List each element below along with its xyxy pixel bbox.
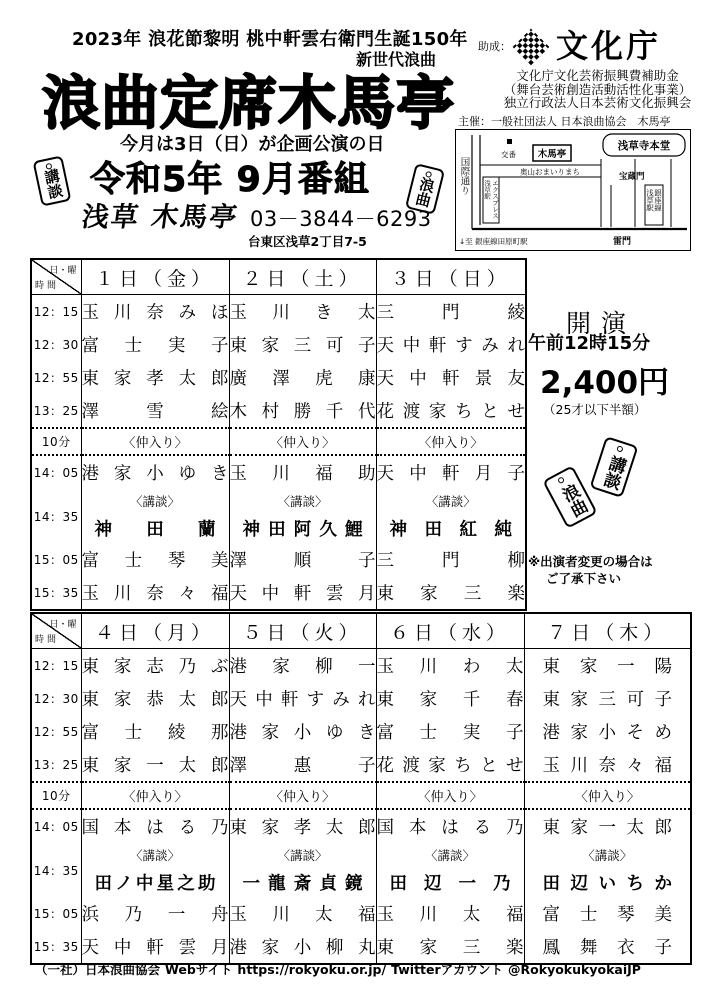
footer-twitter-label: Twitterアカウント <box>391 962 504 977</box>
program-title: 令和5年 9月番組 <box>90 160 370 200</box>
koudan-performer: 神田阿久鯉 <box>242 519 363 540</box>
curtain-label: 開演 <box>566 309 637 338</box>
koudan-cell <box>376 489 526 543</box>
koudan-label: 〈講談〉 <box>277 493 328 509</box>
time-cell: 14：35 <box>31 843 81 897</box>
map-label-okuyama: 奥山おまいりまち <box>520 167 580 177</box>
grant-label: 助成： <box>478 40 511 53</box>
time-slot-row <box>31 782 691 809</box>
performer-cell: 東家千春 <box>376 682 524 715</box>
performer-cell: 玉川奈みほ <box>81 295 229 329</box>
schedule-table-week-2 <box>30 612 692 965</box>
map-label-hozomon: 宝蔵門 <box>619 172 645 182</box>
performer-cell: 玉川わ太 <box>376 649 524 683</box>
time-slot-row <box>31 682 691 715</box>
tag-label: 講談 <box>41 167 66 201</box>
performer-cell: 廣澤虎康 <box>229 361 376 394</box>
corner-cell <box>31 259 81 295</box>
map-label-mokubatei: 木馬亭 <box>537 149 567 160</box>
sponsor-line: （舞台芸術創造活動活性化事業） <box>503 81 692 97</box>
sponsor-lines <box>500 69 695 110</box>
tag-label: 講談 <box>598 452 628 492</box>
day-header: ６日（水） <box>376 613 524 649</box>
performer-cell: 玉川福助 <box>229 455 376 489</box>
performer-cell: 天中軒すみれ <box>229 682 376 715</box>
time-cell: 10分 <box>31 428 81 455</box>
organizer-line: 主催：一般社団法人 日本浪曲協会 木馬亭 <box>458 115 671 128</box>
notice-line: ご了承下さい <box>546 571 622 586</box>
performer-cell: 玉川き太 <box>229 295 376 329</box>
sponsor-line: 独立行政法人日本芸術文化振興会 <box>503 95 692 110</box>
time-cell: 15：05 <box>31 543 81 576</box>
performer-cell: 港家小ゆき <box>81 455 229 489</box>
koudan-label: 〈講談〉 <box>424 847 475 863</box>
schedule-body <box>31 259 526 610</box>
koudan-performer: 田辺いちか <box>542 873 672 894</box>
performer-cell: 富士琴美 <box>524 897 691 930</box>
koudan-cell <box>229 843 376 897</box>
performer-cell: 東家三可子 <box>229 328 376 361</box>
footer-web-url: https://rokyoku.or.jp/ <box>237 962 387 977</box>
performer-cell: 玉川奈々福 <box>524 748 691 782</box>
performer-cell: 港家小柳丸 <box>229 930 376 964</box>
phone-number: 03－3844－6293 <box>250 207 432 231</box>
koudan-performer: 神田蘭 <box>94 519 216 540</box>
time-slot-row <box>31 930 691 964</box>
subtitle: 新世代浪曲 <box>356 50 437 69</box>
rokyoku-tag-badge <box>542 465 597 529</box>
day-header: ７日（木） <box>524 613 691 649</box>
performer-cell: 東家志乃ぶ <box>81 649 229 683</box>
time-cell: 12：55 <box>31 361 81 394</box>
time-cell: 15：35 <box>31 576 81 610</box>
performer-cell: 澤順子 <box>229 543 376 576</box>
map-label-kokusai-dori: 国際通り <box>458 157 470 195</box>
performer-cell: 東家一太郎 <box>81 748 229 782</box>
venue-name: 浅草 木馬亭 <box>79 202 241 233</box>
time-slot-row <box>31 361 526 394</box>
performer-cell: 天中軒雲月 <box>229 576 376 610</box>
schedule-header-row <box>31 613 691 649</box>
day-header: １日（金） <box>81 259 229 295</box>
map-label-tawaramachi: ↓至 銀座線田原町駅 <box>459 237 528 246</box>
koudan-performer: 一龍斎貞鏡 <box>242 873 363 894</box>
time-slot-row <box>31 897 691 930</box>
koudan-label: 〈講談〉 <box>425 493 476 509</box>
performer-cell: 澤雪絵 <box>81 394 229 428</box>
map-label-hondo: 浅草寺本堂 <box>617 140 671 152</box>
time-slot-row <box>31 328 526 361</box>
access-map <box>455 129 691 251</box>
footer-twitter-handle: @RokyokukyokaiJP <box>508 962 641 977</box>
special-day-notice: 今月は3日（日）が企画公演の日 <box>120 134 385 155</box>
koudan-label: 〈講談〉 <box>277 847 328 863</box>
time-cell: 14：05 <box>31 455 81 489</box>
bunkacho-logo-text: 文化庁 <box>556 27 662 65</box>
performer-cell: 天中軒景友 <box>376 361 526 394</box>
time-cell: 14：35 <box>31 489 81 543</box>
performer-cell: 国本はる乃 <box>81 809 229 843</box>
koudan-cell <box>81 843 229 897</box>
bunkacho-checker-logo-icon <box>512 28 550 66</box>
ticket-price: 2,400円 <box>540 365 670 401</box>
performer-cell: 東家一太郎 <box>524 809 691 843</box>
map-label-express-2: 浅草駅 <box>483 180 491 200</box>
performer-cell: 玉川太福 <box>376 897 524 930</box>
performer-cell: 東家孝太郎 <box>81 361 229 394</box>
koudan-label: 〈講談〉 <box>129 493 180 509</box>
performer-cell: 富士実子 <box>81 328 229 361</box>
sponsor-line: 文化庁文化芸術振興費補助金 <box>516 68 679 83</box>
time-cell: 12：15 <box>31 649 81 683</box>
day-header: ５日（火） <box>229 613 376 649</box>
time-slot-row <box>31 295 526 329</box>
performer-cell: 富士綾那 <box>81 715 229 748</box>
performer-cell: 三門柳 <box>376 543 526 576</box>
map-label-ginza-2: 浅草駅 <box>645 189 655 212</box>
corner-time-label: 時間 <box>35 635 60 645</box>
koudan-label: 〈講談〉 <box>582 847 633 863</box>
koudan-performer: 田ノ中星之助 <box>94 873 216 894</box>
time-slot-row <box>31 576 526 610</box>
map-label-ginza-1: 銀座線 <box>653 189 663 212</box>
cast-change-notice <box>528 553 653 587</box>
time-cell: 14：05 <box>31 809 81 843</box>
time-slot-row <box>31 715 691 748</box>
police-box-icon <box>507 139 512 144</box>
performer-cell: 東家孝太郎 <box>229 809 376 843</box>
notice-line: ※出演者変更の場合は <box>528 554 653 569</box>
time-slot-row <box>31 649 691 683</box>
performer-cell: 玉川奈々福 <box>81 576 229 610</box>
time-slot-row <box>31 543 526 576</box>
koudan-performer: 田辺一乃 <box>389 873 511 894</box>
intermission-cell: 〈仲入り〉 <box>376 428 526 455</box>
koudan-tag-badge <box>33 155 72 206</box>
time-slot-row <box>31 394 526 428</box>
time-cell: 12：15 <box>31 295 81 329</box>
tag-label: 浪曲 <box>412 175 438 209</box>
performer-cell: 富士琴美 <box>81 543 229 576</box>
performer-cell: 天中軒月子 <box>376 455 526 489</box>
intermission-cell: 〈仲入り〉 <box>376 782 524 809</box>
intermission-cell: 〈仲入り〉 <box>81 428 229 455</box>
footer <box>35 964 646 977</box>
performer-cell: 天中軒すみれ <box>376 328 526 361</box>
schedule-header-row <box>31 259 526 295</box>
performer-cell: 国本はる乃 <box>376 809 524 843</box>
tag-hole-icon <box>425 171 432 178</box>
performer-cell: 花渡家ちとせ <box>376 748 524 782</box>
time-cell: 12：30 <box>31 682 81 715</box>
intermission-cell: 〈仲入り〉 <box>524 782 691 809</box>
intermission-cell: 〈仲入り〉 <box>229 428 376 455</box>
performer-cell: 東家一陽 <box>524 649 691 683</box>
performer-cell: 木村勝千代 <box>229 394 376 428</box>
performer-cell: 東家三楽 <box>376 576 526 610</box>
performer-cell: 三門綾 <box>376 295 526 329</box>
time-slot-row <box>31 748 691 782</box>
time-cell: 15：05 <box>31 897 81 930</box>
performer-cell: 鳳舞衣子 <box>524 930 691 964</box>
performer-cell: 富士実子 <box>376 715 524 748</box>
performer-cell: 東家三可子 <box>524 682 691 715</box>
corner-day-label: 日・曜 <box>49 620 77 630</box>
time-cell: 15：35 <box>31 930 81 964</box>
curtain-time: 午前12時15分 <box>528 333 651 354</box>
performer-cell: 天中軒雲月 <box>81 930 229 964</box>
time-cell: 13：25 <box>31 394 81 428</box>
time-slot-row <box>31 843 691 897</box>
performer-cell: 浜乃一舟 <box>81 897 229 930</box>
koudan-label: 〈講談〉 <box>129 847 180 863</box>
performer-cell: 玉川太福 <box>229 897 376 930</box>
anniversary-line: 2023年 浪花節黎明 桃中軒雲右衛門生誕150年 <box>72 29 468 50</box>
main-title: 浪曲定席木馬亭 <box>42 69 456 137</box>
day-header: ３日（日） <box>376 259 526 295</box>
footer-org: （一社）日本浪曲協会 <box>35 962 161 977</box>
time-cell: 13：25 <box>31 748 81 782</box>
koudan-performer: 神田紅純 <box>389 519 512 540</box>
performer-cell: 港家小そめ <box>524 715 691 748</box>
map-label-koban: 交番 <box>501 150 516 159</box>
map-label-kaminarimon: 雷門 <box>613 237 632 247</box>
koudan-cell <box>524 843 691 897</box>
corner-day-label: 日・曜 <box>49 266 77 276</box>
performer-cell: 花渡家ちとせ <box>376 394 526 428</box>
corner-cell <box>31 613 81 649</box>
schedule-body <box>31 613 691 964</box>
performer-cell: 澤惠子 <box>229 748 376 782</box>
day-header: ２日（土） <box>229 259 376 295</box>
koudan-cell <box>229 489 376 543</box>
time-cell: 10分 <box>31 782 81 809</box>
tag-label: 浪曲 <box>555 481 590 521</box>
time-cell: 12：30 <box>31 328 81 361</box>
map-label-express-1: エクスプレス <box>491 180 499 219</box>
footer-web-label: Webサイト <box>165 962 233 977</box>
time-slot-row <box>31 428 526 455</box>
day-header: ４日（月） <box>81 613 229 649</box>
performer-cell: 東家三楽 <box>376 930 524 964</box>
koudan-tag-badge <box>589 436 638 498</box>
performer-cell: 港家小ゆき <box>229 715 376 748</box>
time-cell: 12：55 <box>31 715 81 748</box>
schedule-table-week-1 <box>30 258 527 611</box>
performer-cell: 港家柳一 <box>229 649 376 683</box>
koudan-cell <box>81 489 229 543</box>
intermission-cell: 〈仲入り〉 <box>81 782 229 809</box>
time-slot-row <box>31 455 526 489</box>
corner-time-label: 時間 <box>35 281 60 291</box>
time-slot-row <box>31 489 526 543</box>
intermission-cell: 〈仲入り〉 <box>229 782 376 809</box>
koudan-cell <box>376 843 524 897</box>
tag-hole-icon <box>557 476 565 484</box>
tag-hole-icon <box>616 445 624 453</box>
performer-cell: 東家恭太郎 <box>81 682 229 715</box>
discount-note: （25才以下半額） <box>543 402 647 417</box>
venue-address: 台東区浅草2丁目7-5 <box>248 234 367 249</box>
time-slot-row <box>31 809 691 843</box>
